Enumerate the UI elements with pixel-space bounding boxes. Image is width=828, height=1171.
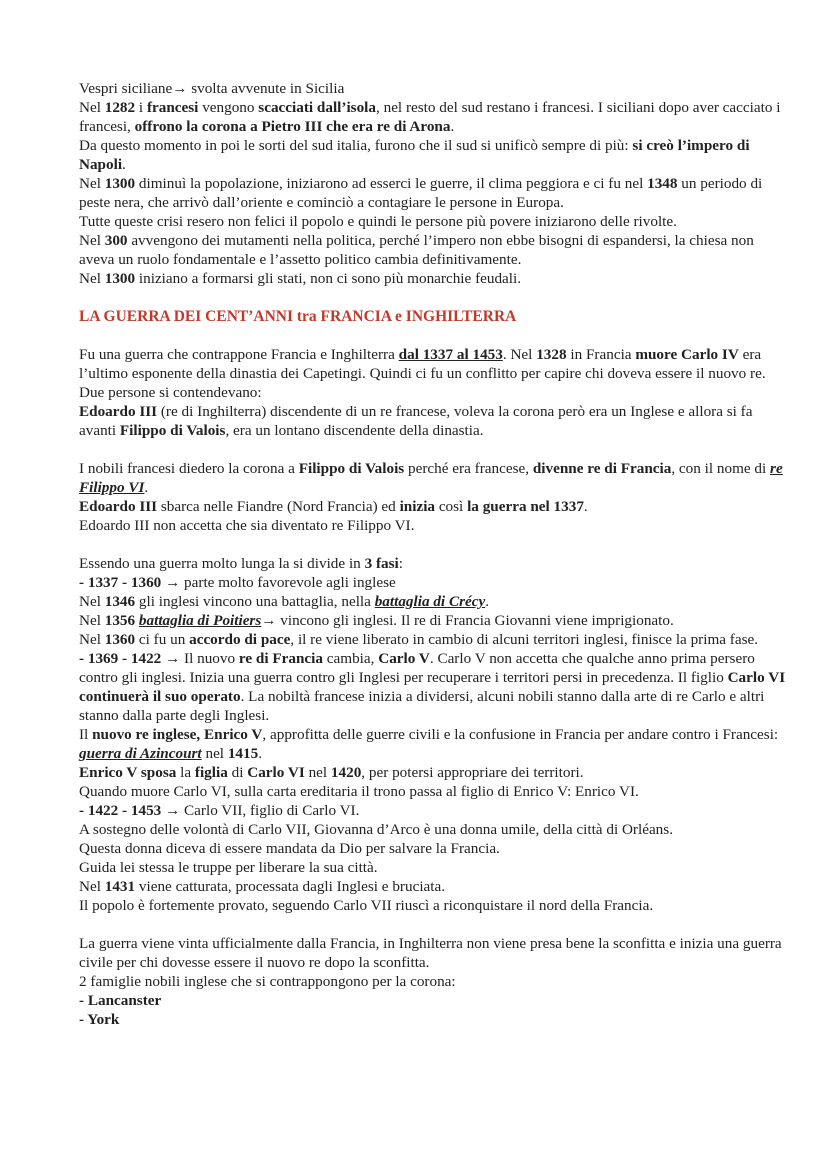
list-item: - York bbox=[79, 1011, 120, 1028]
arrow-icon: → bbox=[172, 80, 188, 97]
text-line: - 1369 - 1422 → Il nuovo re di Francia cambia, Carlo V. Carlo V non accetta che qualche anno prima persero contro gli inglesi. Inizia una guerra contro gli Inglesi per recuperare i territori persi in precedenza. Il figlio Carlo VI continuerà il suo operato. La nobiltà francese inizia a dividersi, alcuni nobili stanno dalla arte di re Carlo e altri stanno dalla parte degli Inglesi. bbox=[79, 650, 786, 724]
text-line: Guida lei stessa le truppe per liberare la sua città. bbox=[79, 859, 378, 876]
text-line: Nel 1431 viene catturata, processata dagli Inglesi e bruciata. bbox=[79, 878, 446, 895]
text-line: Il nuovo re inglese, Enrico V, approfitta delle guerre civili e la confusione in Francia per andare contro i Francesi: guerra di Azincourt nel 1415. bbox=[79, 726, 779, 762]
text-line: 2 famiglie nobili inglese che si contrappongono per la corona: bbox=[79, 973, 456, 990]
text-line: Fu una guerra che contrappone Francia e Inghilterra dal 1337 al 1453. Nel 1328 in Francia muore Carlo IV era l’ultimo esponente della dinastia dei Capetingi. Quindi ci fu un conflitto per capire chi doveva essere il nuovo re. bbox=[79, 346, 766, 382]
arrow-icon: → bbox=[261, 612, 277, 629]
paragraph-3 bbox=[79, 554, 788, 915]
text-line: La guerra viene vinta ufficialmente dalla Francia, in Inghilterra non viene presa bene la sconfitta e inizia una guerra civile per chi dovesse essere il nuovo re dopo la sconfitta. bbox=[79, 935, 782, 971]
text-line: Nel 1300 diminuì la popolazione, iniziarono ad esserci le guerre, il clima peggiora e ci fu nel 1348 un periodo di peste nera, che arrivò dall’oriente e cominciò a contagiare le persone in Europa. bbox=[79, 175, 763, 211]
section-heading: LA GUERRA DEI CENT’ANNI tra FRANCIA e INGHILTERRA bbox=[79, 308, 517, 325]
text-line: - 1422 - 1453 → Carlo VII, figlio di Carlo VI. bbox=[79, 802, 360, 819]
text-line: Edoardo III sbarca nelle Fiandre (Nord Francia) ed inizia così la guerra nel 1337. bbox=[79, 498, 588, 515]
text-line: Due persone si contendevano: bbox=[79, 384, 262, 401]
text-line: Questa donna diceva di essere mandata da Dio per salvare la Francia. bbox=[79, 840, 500, 857]
text-line: Nel 1346 gli inglesi vincono una battaglia, nella battaglia di Crécy. bbox=[79, 593, 490, 610]
text-line: Nel 1300 iniziano a formarsi gli stati, non ci sono più monarchie feudali. bbox=[79, 270, 522, 287]
arrow-icon: → bbox=[165, 650, 181, 667]
text-line: Enrico V sposa la figlia di Carlo VI nel 1420, per potersi appropriare dei territori. bbox=[79, 764, 584, 781]
arrow-icon: → bbox=[165, 802, 181, 819]
text-line: Edoardo III (re di Inghilterra) discendente di un re francese, voleva la corona però era un Inglese e allora si fa avanti Filippo di Valois, era un lontano discendente della dinastia. bbox=[79, 403, 753, 439]
text-line: Nel 1282 i francesi vengono scacciati dall’isola, nel resto del sud restano i francesi. I siciliani dopo aver cacciato i francesi, offrono la corona a Pietro III che era re di Arona. bbox=[79, 99, 781, 135]
text-line: Nel 1360 ci fu un accordo di pace, il re viene liberato in cambio di alcuni territori inglesi, finisce la prima fase. bbox=[79, 631, 759, 648]
text-line: Nel 300 avvengono dei mutamenti nella politica, perché l’impero non ebbe bisogni di espandersi, la chiesa non aveva un ruolo fondamentale e l’assetto politico cambia definitivamente. bbox=[79, 232, 754, 268]
text-line: - 1337 - 1360 → parte molto favorevole agli inglese bbox=[79, 574, 396, 591]
paragraph-1 bbox=[79, 345, 788, 440]
paragraph-4 bbox=[79, 934, 788, 1029]
paragraph-2 bbox=[79, 459, 788, 535]
text-line: A sostegno delle volontà di Carlo VII, Giovanna d’Arco è una donna umile, della città di Orléans. bbox=[79, 821, 673, 838]
text-line: Essendo una guerra molto lunga la si divide in 3 fasi: bbox=[79, 555, 403, 572]
list-item: - Lancanster bbox=[79, 992, 162, 1009]
text-line: Tutte queste crisi resero non felici il popolo e quindi le persone più povere iniziarono delle rivolte. bbox=[79, 213, 677, 230]
text-line: Nel 1356 battaglia di Poitiers→ vincono gli inglesi. Il re di Francia Giovanni viene imprigionato. bbox=[79, 612, 674, 629]
intro-section bbox=[79, 79, 788, 288]
text-line: I nobili francesi diedero la corona a Filippo di Valois perché era francese, divenne re di Francia, con il nome di re Filippo VI. bbox=[79, 460, 783, 496]
text-line: Il popolo è fortemente provato, seguendo Carlo VII riuscì a riconquistare il nord della Francia. bbox=[79, 897, 654, 914]
text-line: Vespri siciliane→ svolta avvenute in Sicilia bbox=[79, 80, 345, 97]
arrow-icon: → bbox=[165, 574, 181, 591]
text-line: Da questo momento in poi le sorti del sud italia, furono che il sud si unificò sempre di più: si creò l’impero di Napoli. bbox=[79, 137, 750, 173]
text-line: Quando muore Carlo VI, sulla carta ereditaria il trono passa al figlio di Enrico V: Enrico VI. bbox=[79, 783, 639, 800]
text-line: Edoardo III non accetta che sia diventato re Filippo VI. bbox=[79, 517, 415, 534]
